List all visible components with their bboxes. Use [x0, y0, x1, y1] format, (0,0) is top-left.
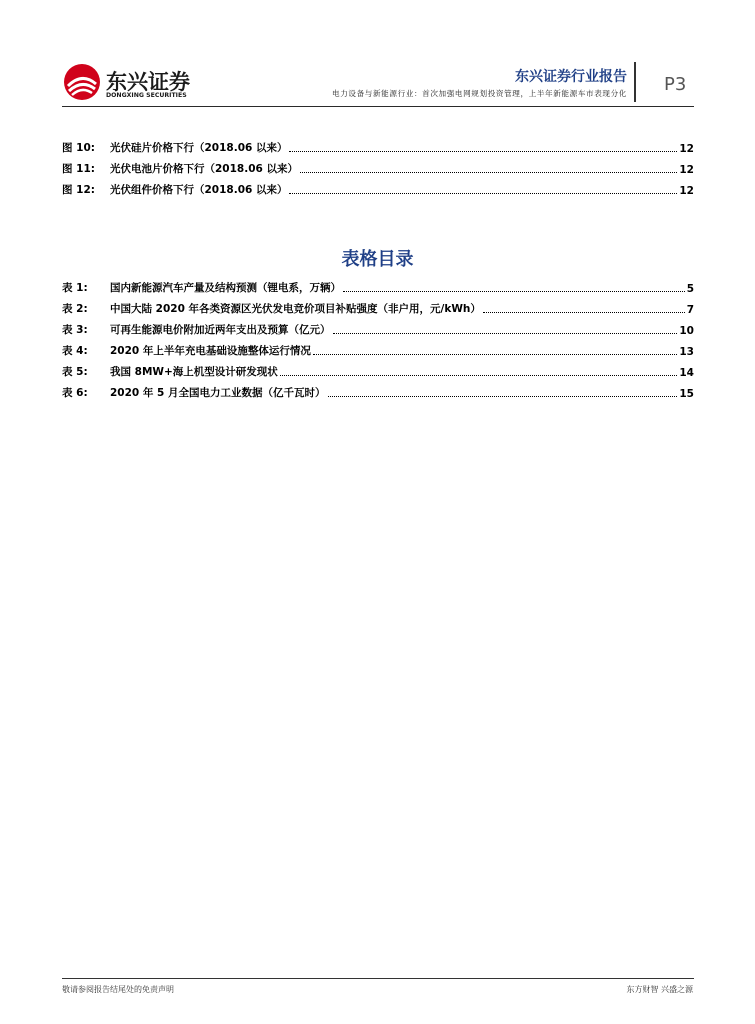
- toc-leader-dots: [333, 332, 678, 334]
- toc-text: 光伏电池片价格下行（2018.06 以来）: [110, 163, 298, 175]
- toc-text: 2020 年上半年充电基础设施整体运行情况: [110, 345, 311, 357]
- toc-text: 光伏组件价格下行（2018.06 以来）: [110, 184, 288, 196]
- table-toc-entry[interactable]: [62, 340, 694, 358]
- logo-chinese-name: 东兴证券: [106, 70, 190, 94]
- toc-page-number: 10: [679, 325, 694, 337]
- toc-page-number: 13: [679, 346, 694, 358]
- table-toc-heading: 表格目录: [341, 249, 414, 270]
- toc-label: 图 10:: [62, 142, 95, 154]
- toc-page-number: 12: [679, 143, 694, 155]
- table-toc-entry[interactable]: [62, 382, 694, 400]
- toc-label: 图 11:: [62, 163, 95, 175]
- toc-leader-dots: [289, 150, 677, 152]
- table-toc-entry[interactable]: [62, 319, 694, 337]
- toc-text: 我国 8MW+海上机型设计研发现状: [110, 366, 278, 378]
- toc-page-number: 12: [679, 164, 694, 176]
- toc-label: 表 5:: [62, 366, 88, 378]
- toc-label: 图 12:: [62, 184, 95, 196]
- toc-leader-dots: [313, 353, 677, 355]
- toc-leader-dots: [328, 395, 678, 397]
- toc-page-number: 15: [679, 388, 694, 400]
- toc-label: 表 2:: [62, 303, 88, 315]
- table-toc-entry[interactable]: [62, 361, 694, 379]
- table-toc-entry[interactable]: [62, 298, 694, 316]
- footer-disclaimer: 敬请参阅报告结尾处的免责声明: [62, 985, 174, 994]
- toc-text: 国内新能源汽车产量及结构预测（锂电系，万辆）: [110, 282, 341, 294]
- toc-label: 表 3:: [62, 324, 88, 336]
- toc-leader-dots: [343, 290, 685, 292]
- figure-toc-entry[interactable]: [62, 137, 694, 155]
- logo-emblem-icon: [62, 62, 102, 102]
- toc-label: 表 1:: [62, 282, 88, 294]
- toc-leader-dots: [483, 311, 685, 313]
- table-toc-entry[interactable]: [62, 277, 694, 295]
- footer-rule: [62, 978, 694, 979]
- toc-leader-dots: [289, 192, 677, 194]
- report-title: 东兴证券行业报告: [515, 69, 627, 85]
- logo-english-name: DONGXING SECURITIES: [106, 92, 187, 99]
- page-number: P3: [664, 74, 687, 95]
- toc-label: 表 4:: [62, 345, 88, 357]
- toc-text: 中国大陆 2020 年各类资源区光伏发电竞价项目补贴强度（非户用，元/kWh）: [110, 303, 481, 315]
- toc-page-number: 5: [686, 283, 694, 295]
- figure-toc-entry[interactable]: [62, 158, 694, 176]
- toc-text: 可再生能源电价附加近两年支出及预算（亿元）: [110, 324, 331, 336]
- toc-page-number: 14: [679, 367, 694, 379]
- figure-toc-entry[interactable]: [62, 179, 694, 197]
- toc-page-number: 12: [679, 185, 694, 197]
- page-header: [0, 0, 755, 110]
- footer-slogan: 东方财智 兴盛之源: [626, 985, 693, 994]
- header-divider: [634, 62, 636, 102]
- toc-leader-dots: [300, 171, 677, 173]
- toc-label: 表 6:: [62, 387, 88, 399]
- company-logo: [62, 62, 192, 104]
- report-subtitle: 电力设备与新能源行业：首次加强电网规划投资管理，上半年新能源车市表现分化: [332, 89, 627, 98]
- header-rule: [62, 106, 694, 107]
- toc-leader-dots: [280, 374, 678, 376]
- toc-text: 2020 年 5 月全国电力工业数据（亿千瓦时）: [110, 387, 326, 399]
- toc-text: 光伏硅片价格下行（2018.06 以来）: [110, 142, 288, 154]
- toc-page-number: 7: [686, 304, 694, 316]
